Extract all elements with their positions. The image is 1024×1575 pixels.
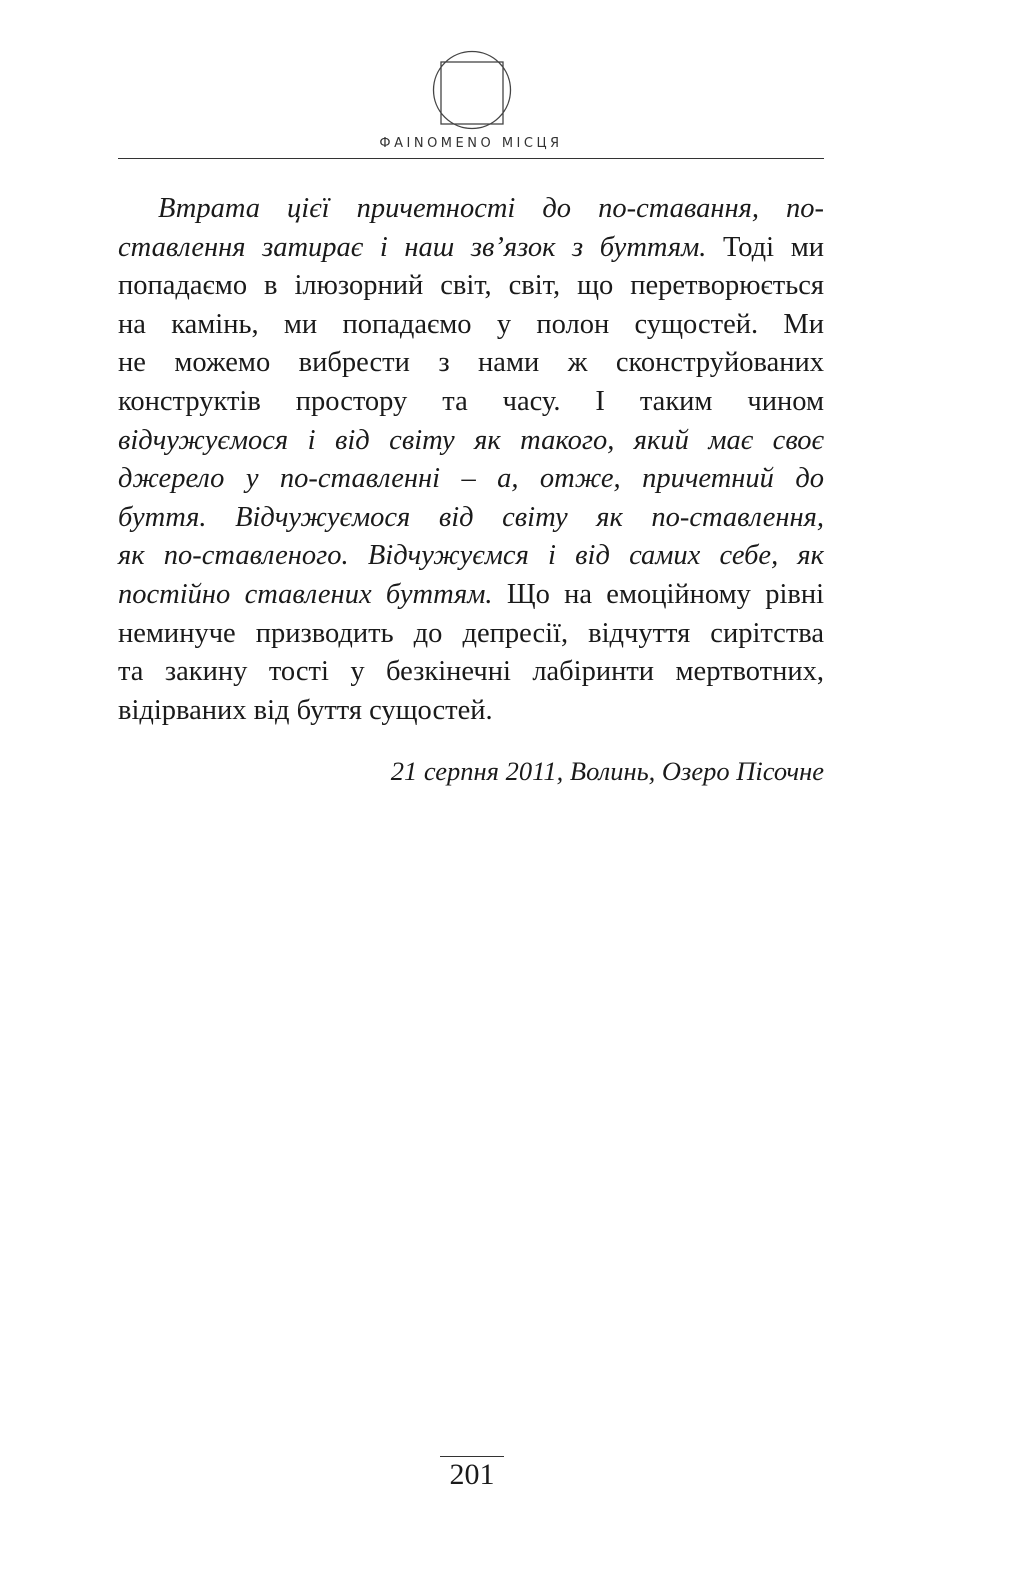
text-run: конструктів простору та часу. І таким чином: [118, 385, 824, 417]
text-line: [118, 306, 824, 345]
italic-run: як по-ставленого. Відчужуємся і від самих себе, як: [118, 540, 824, 572]
text-run: Що на емоційному рівні: [492, 578, 824, 610]
text-line: [118, 267, 824, 306]
text-line: [118, 615, 824, 654]
text-run: попадаємо в ілюзорний світ, світ, що перетворюється: [118, 270, 824, 302]
text-line: [118, 383, 824, 422]
italic-run: Втрата цієї причетності до по-ставання, по-: [158, 193, 824, 224]
text-line: [118, 460, 824, 499]
text-run: не можемо вибрести з нами ж сконструйованих: [118, 347, 824, 379]
circle-square-logo-icon: [432, 50, 512, 130]
italic-run: джерело у по-ставленні – а, отже, причетний до: [118, 463, 824, 495]
italic-run: відчужуємося і від світу як такого, який має своє: [118, 424, 824, 456]
text-run: на камінь, ми попадаємо у полон сущостей. Ми: [118, 308, 824, 340]
text-run: та закину тості у безкінечні лабіринти мертвотних,: [118, 656, 824, 688]
italic-run: постійно ставлених буттям.: [118, 578, 493, 610]
text-line: [118, 422, 824, 461]
text-line: [118, 653, 824, 692]
text-line: [118, 576, 824, 615]
text-run: неминуче призводить до депресії, відчуття сирітства: [118, 617, 824, 649]
text-run: відірваних від буття сущостей.: [118, 694, 493, 726]
main-text: [118, 190, 824, 730]
text-line: [118, 499, 824, 538]
italic-run: ставлення затирає і наш зв’язок з буттям.: [118, 231, 707, 263]
text-line: [118, 190, 824, 229]
signature: 21 серпня 2011, Волинь, Озеро Пісочне: [390, 756, 824, 786]
text-line: [118, 692, 824, 731]
page-number: 201: [440, 1456, 504, 1491]
header-rule: [118, 158, 824, 159]
text-line: [118, 537, 824, 576]
text-run: Тоді ми: [706, 231, 824, 263]
italic-run: буття. Відчужуємося від світу як по-ставлення,: [118, 501, 824, 533]
text-line: [118, 344, 824, 383]
running-title: ФAINOMENO МІСЦЯ: [379, 136, 563, 151]
text-line: [118, 229, 824, 268]
